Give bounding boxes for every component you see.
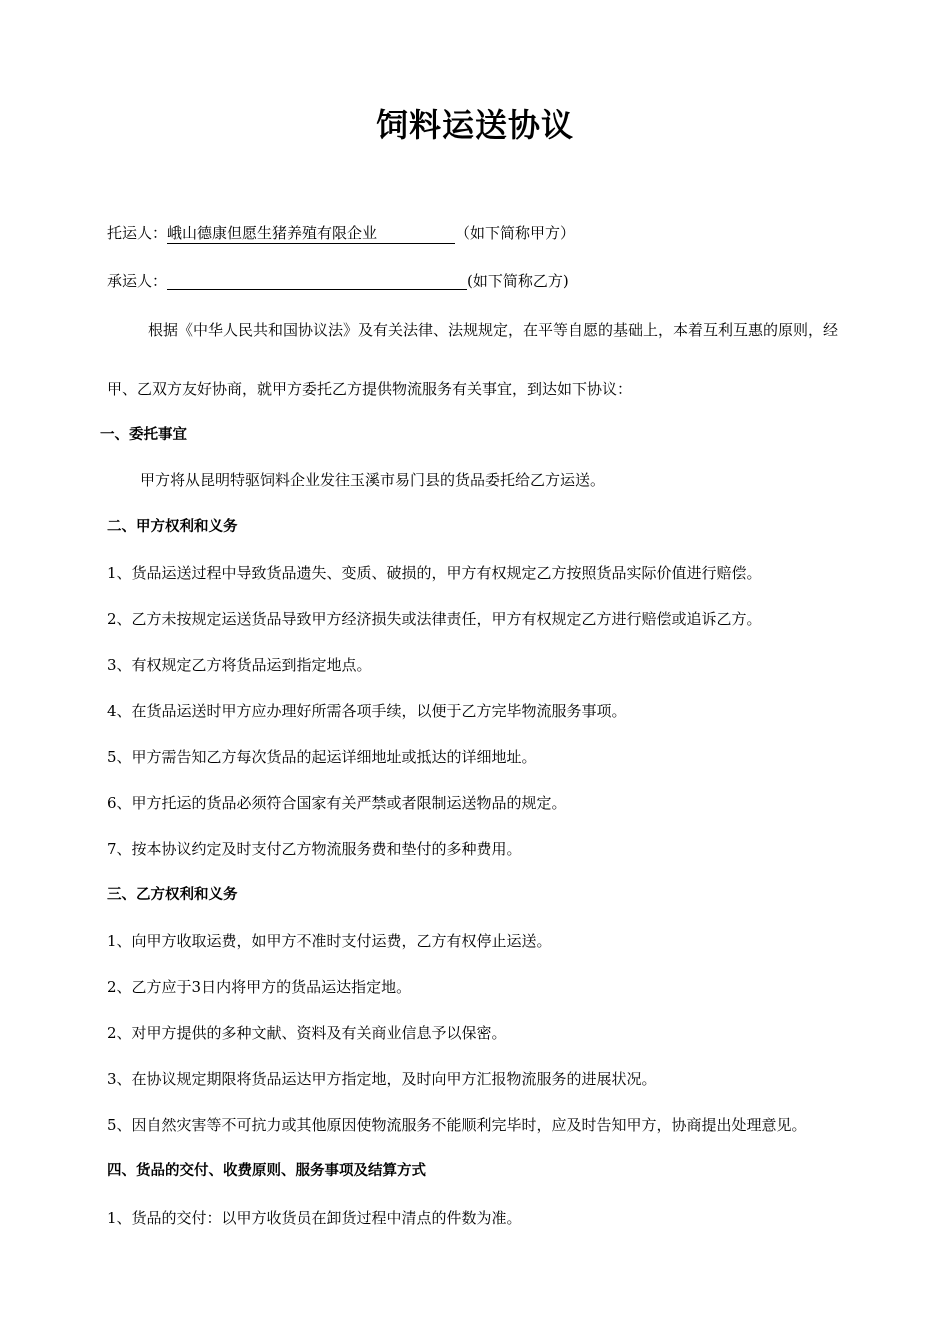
shipper-label: 托运人： — [107, 224, 168, 242]
section-3-item: 2、对甲方提供的多种文献、资料及有关商业信息予以保密。 — [107, 1024, 507, 1042]
section-2-item: 2、乙方未按规定运送货品导致甲方经济损失或法律责任，甲方有权规定乙方进行赔偿或追诉乙方。 — [107, 610, 762, 628]
document-title: 饲料运送协议 — [375, 106, 574, 144]
section-2-item: 4、在货品运送时甲方应办理好所需各项手续，以便于乙方完毕物流服务事项。 — [107, 702, 627, 720]
section-3-item: 2、乙方应于3日内将甲方的货品运达指定地。 — [107, 978, 412, 996]
section-2-item: 1、货品运送过程中导致货品遗失、变质、破损的，甲方有权规定乙方按照货品实际价值进行赔偿。 — [107, 564, 762, 582]
section-1-text: 甲方将从昆明特驱饲料企业发往玉溪市易门县的货品委托给乙方运送。 — [140, 471, 606, 489]
shipper-line — [107, 222, 575, 244]
section-3-item: 3、在协议规定期限将货品运达甲方指定地，及时向甲方汇报物流服务的进展状况。 — [107, 1070, 657, 1088]
carrier-note: (如下简称乙方) — [467, 272, 569, 290]
section-1-heading: 一、委托事宜 — [100, 427, 187, 443]
shipper-note: （如下简称甲方） — [455, 224, 576, 242]
section-3-item: 1、向甲方收取运费，如甲方不准时支付运费，乙方有权停止运送。 — [107, 932, 552, 950]
section-2-item: 7、按本协议约定及时支付乙方物流服务费和垫付的多种费用。 — [107, 840, 522, 858]
section-2-item: 6、甲方托运的货品必须符合国家有关严禁或者限制运送物品的规定。 — [107, 794, 567, 812]
carrier-name-blank — [167, 271, 467, 290]
preamble-line-2: 甲、乙双方友好协商，就甲方委托乙方提供物流服务有关事宜，到达如下协议： — [107, 380, 633, 398]
section-4-heading: 四、货品的交付、收费原则、服务事项及结算方式 — [107, 1163, 426, 1179]
carrier-line — [107, 270, 569, 292]
carrier-label: 承运人： — [107, 272, 168, 290]
shipper-name: 峨山德康但愿生猪养殖有限企业 — [167, 224, 455, 244]
preamble-line-1: 根据《中华人民共和国协议法》及有关法律、法规规定，在平等自愿的基础上，本着互利互惠的原则，经 — [148, 321, 839, 339]
section-4-item: 1、货品的交付：以甲方收货员在卸货过程中清点的件数为准。 — [107, 1209, 522, 1227]
section-2-item: 3、有权规定乙方将货品运到指定地点。 — [107, 656, 372, 674]
section-2-heading: 二、甲方权利和义务 — [107, 519, 238, 535]
section-3-heading: 三、乙方权利和义务 — [107, 887, 238, 903]
section-3-item: 5、因自然灾害等不可抗力或其他原因使物流服务不能顺利完毕时，应及时告知甲方，协商提出处理意见。 — [107, 1116, 807, 1134]
section-2-item: 5、甲方需告知乙方每次货品的起运详细地址或抵达的详细地址。 — [107, 748, 537, 766]
